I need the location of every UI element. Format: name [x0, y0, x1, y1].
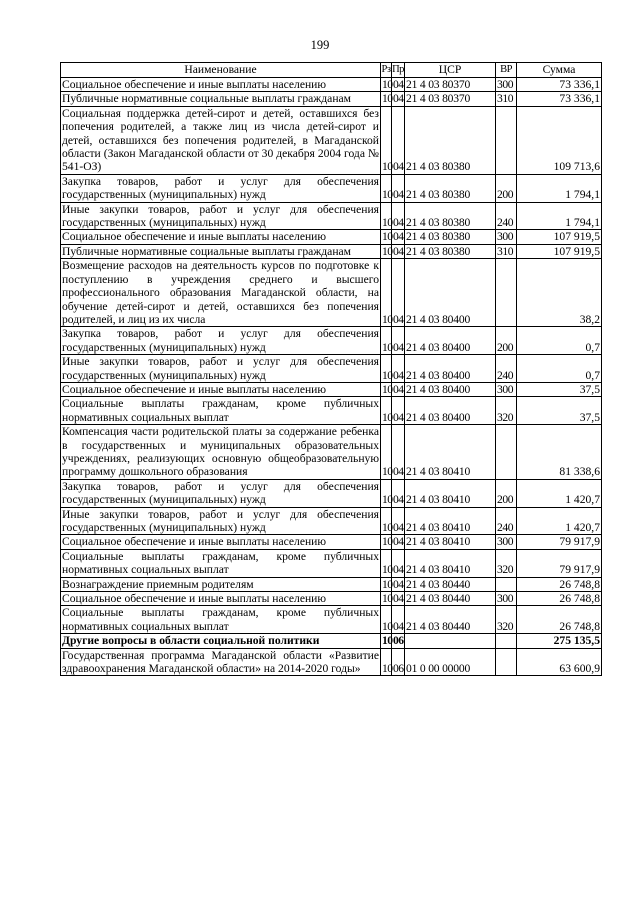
cell-pr: 04 — [392, 425, 405, 480]
table-header-row — [61, 63, 602, 78]
cell-csr: 21 4 03 80400 — [405, 259, 496, 327]
table-row — [61, 577, 602, 591]
header-name: Наименование — [61, 63, 381, 78]
cell-csr: 21 4 03 80410 — [405, 535, 496, 549]
cell-rz: 10 — [382, 577, 393, 591]
cell-rz: 10 — [381, 202, 392, 230]
cell-csr — [405, 634, 496, 648]
cell-pr: 04 — [392, 106, 405, 174]
cell-csr: 21 4 03 80400 — [405, 382, 496, 396]
table-row — [61, 78, 602, 92]
table-row — [61, 382, 602, 396]
table-row — [61, 592, 602, 606]
cell-pr: 04 — [392, 174, 405, 202]
cell-pr: 04 — [392, 606, 405, 634]
cell-vr: 200 — [496, 327, 517, 355]
cell-pr: 04 — [393, 535, 404, 549]
cell-vr: 300 — [496, 230, 517, 244]
cell-sum: 73 336,1 — [517, 78, 602, 92]
cell-pr: 06 — [393, 634, 404, 648]
cell-csr: 21 4 03 80440 — [405, 592, 496, 606]
cell-name: Иные закупки товаров, работ и услуг для обеспечения государственных (муниципальных) нужд — [62, 507, 379, 534]
table-row — [61, 397, 602, 425]
cell-csr: 21 4 03 80410 — [405, 549, 496, 577]
table-row — [61, 479, 602, 507]
header-pr: Пр — [392, 63, 405, 78]
cell-sum: 26 748,8 — [517, 606, 602, 634]
cell-name: Вознаграждение приемным родителям — [61, 577, 381, 591]
table-row — [61, 535, 602, 549]
cell-vr: 300 — [496, 535, 517, 549]
cell-pr: 04 — [392, 549, 405, 577]
cell-pr: 04 — [392, 202, 405, 230]
cell-vr: 200 — [496, 479, 517, 507]
page-number: 199 — [310, 38, 330, 52]
cell-pr: 04 — [392, 507, 405, 535]
cell-vr — [496, 648, 517, 676]
cell-vr: 300 — [496, 592, 517, 606]
table-row — [61, 244, 602, 258]
cell-csr: 01 0 00 00000 — [405, 648, 496, 676]
cell-rz: 10 — [381, 507, 392, 535]
cell-vr — [496, 106, 517, 174]
cell-vr: 320 — [496, 549, 517, 577]
cell-sum: 79 917,9 — [517, 549, 602, 577]
cell-vr — [496, 577, 517, 591]
cell-name: Социальное обеспечение и иные выплаты населению — [61, 535, 381, 549]
cell-csr: 21 4 03 80380 — [405, 230, 496, 244]
cell-sum: 1 794,1 — [517, 202, 602, 230]
cell-rz: 10 — [382, 78, 393, 91]
cell-vr: 240 — [496, 355, 517, 383]
table-row — [61, 327, 602, 355]
cell-name: Иные закупки товаров, работ и услуг для обеспечения государственных (муниципальных) нужд — [62, 202, 379, 230]
cell-csr: 21 4 03 80380 — [405, 244, 496, 258]
cell-pr: 04 — [392, 327, 405, 355]
cell-rz: 10 — [381, 648, 392, 676]
cell-name: Компенсация части родительской платы за содержание ребенка в государственных и муниципальных образовательных учреждениях, реализующих основную общеобразовательную программу дошкольного образования — [62, 425, 379, 479]
cell-csr: 21 4 03 80410 — [405, 479, 496, 507]
cell-rz: 10 — [381, 549, 392, 577]
cell-vr: 200 — [496, 174, 517, 202]
cell-sum: 107 919,5 — [517, 230, 602, 244]
cell-rz: 10 — [381, 327, 392, 355]
table-row — [61, 106, 602, 174]
cell-rz: 10 — [381, 355, 392, 383]
cell-sum: 0,7 — [517, 327, 602, 355]
cell-vr: 310 — [496, 92, 517, 106]
cell-name: Иные закупки товаров, работ и услуг для обеспечения государственных (муниципальных) нужд — [62, 355, 379, 382]
cell-pr: 04 — [393, 577, 404, 591]
cell-pr: 04 — [393, 592, 404, 606]
cell-sum: 37,5 — [517, 397, 602, 425]
cell-csr: 21 4 03 80400 — [405, 355, 496, 383]
cell-name: Социальные выплаты гражданам, кроме публичных нормативных социальных выплат — [62, 397, 379, 424]
cell-csr: 21 4 03 80380 — [405, 106, 496, 174]
cell-rz: 10 — [381, 479, 392, 507]
table-row — [61, 549, 602, 577]
cell-name: Закупка товаров, работ и услуг для обеспечения государственных (муниципальных) нужд — [62, 327, 379, 354]
cell-vr — [496, 425, 517, 480]
table-row — [61, 507, 602, 535]
cell-sum: 107 919,5 — [517, 244, 602, 258]
budget-table — [60, 62, 602, 676]
cell-rz: 10 — [381, 259, 392, 327]
cell-vr: 300 — [496, 78, 517, 92]
cell-sum: 1 794,1 — [517, 174, 602, 202]
cell-rz: 10 — [382, 92, 393, 106]
cell-pr: 04 — [393, 382, 404, 396]
cell-rz: 10 — [382, 592, 393, 606]
cell-sum: 109 713,6 — [517, 106, 602, 174]
cell-sum: 81 338,6 — [517, 425, 602, 480]
cell-csr: 21 4 03 80440 — [405, 577, 496, 591]
table-row — [61, 606, 602, 634]
cell-pr: 04 — [392, 479, 405, 507]
table-row — [61, 425, 602, 480]
cell-sum: 73 336,1 — [517, 92, 602, 106]
cell-pr: 04 — [392, 355, 405, 383]
cell-sum: 0,7 — [517, 355, 602, 383]
cell-vr: 320 — [496, 397, 517, 425]
header-rz: Рз — [381, 63, 392, 78]
table-row — [61, 259, 602, 327]
cell-rz: 10 — [381, 425, 392, 480]
cell-csr: 21 4 03 80400 — [405, 397, 496, 425]
cell-name: Публичные нормативные социальные выплаты гражданам — [61, 244, 381, 258]
cell-name: Социальное обеспечение и иные выплаты населению — [61, 592, 381, 606]
cell-pr: 04 — [392, 259, 405, 327]
header-vr: ВР — [496, 63, 517, 78]
cell-vr: 320 — [496, 606, 517, 634]
table-row — [61, 230, 602, 244]
cell-name: Социальные выплаты гражданам, кроме публичных нормативных социальных выплат — [62, 606, 379, 633]
cell-pr: 04 — [392, 397, 405, 425]
table-row — [61, 355, 602, 383]
table-body — [61, 78, 602, 676]
cell-sum: 79 917,9 — [517, 535, 602, 549]
cell-name: Закупка товаров, работ и услуг для обеспечения государственных (муниципальных) нужд — [62, 479, 379, 507]
cell-rz: 10 — [382, 230, 393, 244]
cell-rz: 10 — [382, 382, 393, 396]
cell-name: Государственная программа Магаданской области «Развитие здравоохранения Магаданской области» на 2014-2020 годы» — [62, 648, 379, 676]
cell-name: Возмещение расходов на деятельность курсов по подготовке к поступлению в учреждения среднего и высшего профессионального образования Магаданской области, на обучение детей-сирот и детей, оставшихся без попечения родителей, и лиц из их числа — [62, 259, 379, 326]
cell-sum: 1 420,7 — [517, 507, 602, 535]
cell-sum: 26 748,8 — [517, 592, 602, 606]
table-row — [61, 648, 602, 676]
cell-sum: 37,5 — [517, 382, 602, 396]
cell-sum: 1 420,7 — [517, 479, 602, 507]
cell-csr: 21 4 03 80370 — [405, 92, 496, 106]
cell-name: Социальное обеспечение и иные выплаты населению — [61, 78, 381, 92]
cell-name: Социальное обеспечение и иные выплаты населению — [61, 230, 381, 244]
table-row — [61, 202, 602, 230]
cell-csr: 21 4 03 80410 — [405, 425, 496, 480]
cell-rz: 10 — [382, 634, 393, 648]
cell-csr: 21 4 03 80380 — [405, 202, 496, 230]
cell-rz: 10 — [381, 606, 392, 634]
cell-name: Публичные нормативные социальные выплаты гражданам — [61, 92, 381, 106]
cell-csr: 21 4 03 80400 — [405, 327, 496, 355]
cell-pr: 04 — [393, 78, 404, 91]
cell-rz: 10 — [382, 535, 393, 549]
cell-name: Социальные выплаты гражданам, кроме публичных нормативных социальных выплат — [62, 549, 379, 577]
header-csr: ЦСР — [405, 63, 496, 78]
cell-sum: 275 135,5 — [517, 634, 602, 648]
cell-name: Социальная поддержка детей-сирот и детей, оставшихся без попечения родителей, а также лиц из числа детей-сирот и детей, оставшихся без попечения родителей, в Магаданской области (Закон Магаданской области от 30 декабря 2004 года № 541-ОЗ) — [62, 106, 379, 174]
cell-sum: 38,2 — [517, 259, 602, 327]
cell-pr: 04 — [393, 230, 404, 244]
cell-rz: 10 — [382, 244, 393, 258]
cell-pr: 04 — [393, 244, 404, 258]
cell-sum: 26 748,8 — [517, 577, 602, 591]
table-row — [61, 92, 602, 106]
cell-csr: 21 4 03 80380 — [405, 174, 496, 202]
table-row — [61, 634, 602, 648]
cell-csr: 21 4 03 80370 — [405, 78, 496, 92]
cell-csr: 21 4 03 80440 — [405, 606, 496, 634]
table-row — [61, 174, 602, 202]
cell-name: Другие вопросы в области социальной политики — [61, 634, 381, 648]
cell-rz: 10 — [381, 397, 392, 425]
header-sum: Сумма — [517, 63, 602, 78]
cell-pr: 04 — [393, 92, 404, 106]
cell-vr: 310 — [496, 244, 517, 258]
cell-vr — [496, 634, 517, 648]
cell-csr: 21 4 03 80410 — [405, 507, 496, 535]
cell-vr: 240 — [496, 507, 517, 535]
cell-vr: 240 — [496, 202, 517, 230]
cell-rz: 10 — [381, 106, 392, 174]
cell-vr: 300 — [496, 382, 517, 396]
cell-rz: 10 — [381, 174, 392, 202]
cell-name: Закупка товаров, работ и услуг для обеспечения государственных (муниципальных) нужд — [62, 174, 379, 202]
cell-sum: 63 600,9 — [517, 648, 602, 676]
cell-name: Социальное обеспечение и иные выплаты населению — [61, 382, 381, 396]
cell-pr: 06 — [392, 648, 405, 676]
cell-vr — [496, 259, 517, 327]
